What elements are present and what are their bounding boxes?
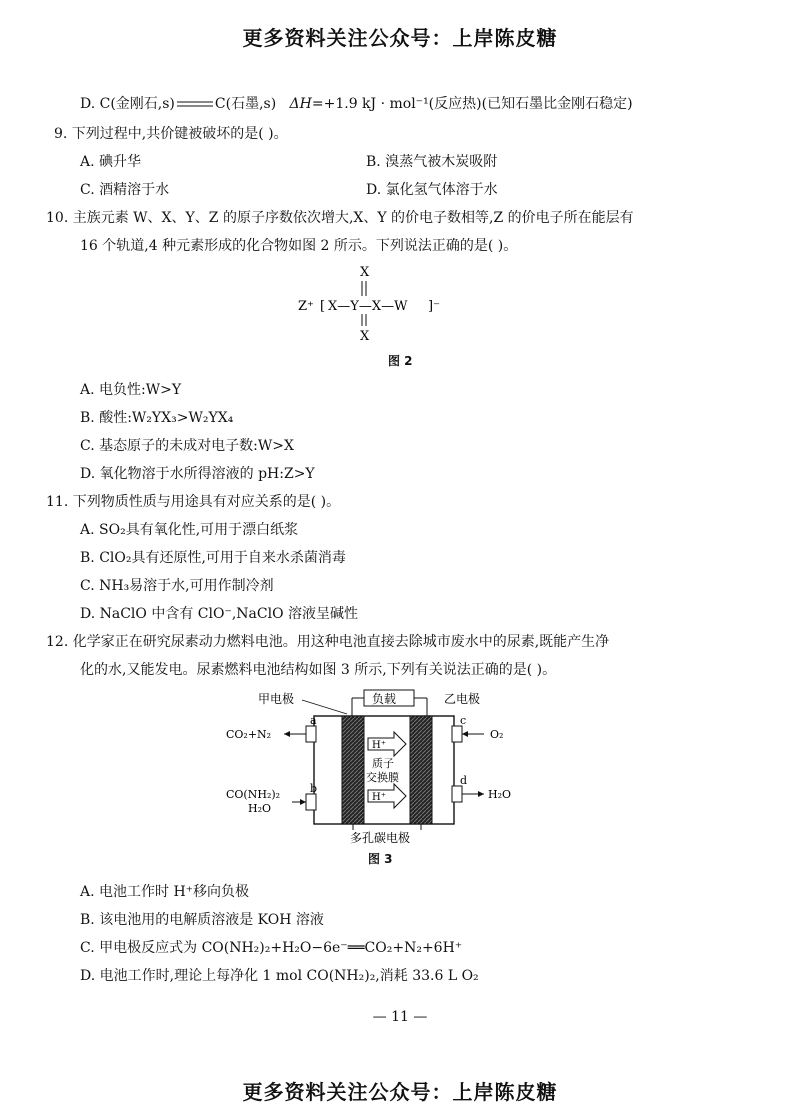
q8-option-d-pre: D. C(金刚石,s) bbox=[80, 96, 175, 112]
outflow-a: CO₂+N₂ bbox=[226, 728, 272, 741]
q8-option-d-post: =+1.9 kJ · mol⁻¹(反应热)(已知石墨比金刚石稳定) bbox=[311, 96, 633, 112]
q10-option-a: A. 电负性:W>Y bbox=[80, 382, 182, 398]
fig2-bracket-left: [ bbox=[320, 299, 326, 314]
q9-option-a: A. 碘升华 bbox=[80, 154, 142, 170]
equals-double-line bbox=[175, 99, 215, 109]
proton-label-1: H⁺ bbox=[372, 740, 386, 751]
inflow-c-oxygen: O₂ bbox=[490, 728, 504, 741]
figure-3-label: 图 3 bbox=[368, 852, 393, 866]
membrane-label-2: 交换膜 bbox=[366, 771, 399, 784]
membrane-label-1: 质子 bbox=[372, 757, 394, 770]
figure-2-label: 图 2 bbox=[388, 354, 413, 368]
q8-option-d-mid: C(石墨,s) bbox=[214, 96, 277, 112]
q9-stem: 9. 下列过程中,共价键被破坏的是( )。 bbox=[54, 126, 288, 142]
q11-stem: 11. 下列物质性质与用途具有对应关系的是( )。 bbox=[46, 494, 341, 510]
port-b: b bbox=[310, 782, 318, 795]
q12-stem-line1: 12. 化学家正在研究尿素动力燃料电池。用这种电池直接去除城市废水中的尿素,既能产生净 bbox=[46, 634, 610, 650]
q11-option-d: D. NaClO 中含有 ClO⁻,NaClO 溶液呈碱性 bbox=[80, 606, 359, 622]
q12-option-b: B. 该电池用的电解质溶液是 KOH 溶液 bbox=[80, 912, 324, 928]
inflow-b-water: H₂O bbox=[248, 802, 272, 815]
right-porous-electrode bbox=[410, 716, 432, 824]
cell-outline bbox=[314, 716, 454, 824]
q12-option-a: A. 电池工作时 H⁺移向负极 bbox=[80, 884, 250, 900]
fig2-chain: X—Y—X—W bbox=[328, 299, 408, 314]
figure-2-structure bbox=[280, 258, 460, 348]
left-electrode-label: 甲电极 bbox=[258, 692, 295, 706]
port-d: d bbox=[460, 774, 468, 787]
q11-option-a: A. SO₂具有氧化性,可用于漂白纸浆 bbox=[80, 522, 299, 538]
q9-option-c: C. 酒精溶于水 bbox=[80, 182, 170, 198]
q11-option-c: C. NH₃易溶于水,可用作制冷剂 bbox=[80, 578, 274, 594]
banner-top: 更多资料关注公众号：上岸陈皮糖 bbox=[242, 26, 558, 50]
fig2-bracket-right: ]⁻ bbox=[428, 299, 440, 314]
q10-option-c: C. 基态原子的未成对电子数:W>X bbox=[80, 438, 294, 454]
q10-stem-line2: 16 个轨道,4 种元素形成的化合物如图 2 所示。下列说法正确的是( )。 bbox=[80, 238, 518, 254]
porous-carbon-label: 多孔碳电极 bbox=[350, 831, 411, 845]
q9-option-d: D. 氯化氢气体溶于水 bbox=[366, 182, 498, 198]
inflow-b-urea: CO(NH₂)₂ bbox=[226, 788, 281, 801]
proton-label-2: H⁺ bbox=[372, 792, 386, 803]
q10-stem-line1: 10. 主族元素 W、X、Y、Z 的原子序数依次增大,X、Y 的价电子数相等,Z 的价电子所在能层有 bbox=[46, 210, 634, 226]
q8-option-d-dh: ΔH bbox=[289, 96, 312, 112]
q8-option-d bbox=[80, 94, 633, 114]
q9-option-b: B. 溴蒸气被木炭吸附 bbox=[366, 154, 498, 170]
left-porous-electrode bbox=[342, 716, 364, 824]
q12-option-d: D. 电池工作时,理论上每净化 1 mol CO(NH₂)₂,消耗 33.6 L O₂ bbox=[80, 968, 479, 984]
q12-stem-line2: 化的水,又能发电。尿素燃料电池结构如图 3 所示,下列有关说法正确的是( )。 bbox=[80, 662, 557, 678]
fig2-bottom-x: X bbox=[360, 329, 370, 344]
q12-option-c: C. 甲电极反应式为 CO(NH₂)₂+H₂O−6e⁻══CO₂+N₂+6H⁺ bbox=[80, 940, 463, 956]
port-c: c bbox=[460, 714, 467, 727]
banner-bottom: 更多资料关注公众号：上岸陈皮糖 bbox=[242, 1080, 558, 1104]
q11-option-b: B. ClO₂具有还原性,可用于自来水杀菌消毒 bbox=[80, 550, 346, 566]
figure-3-fuel-cell bbox=[222, 686, 542, 846]
fig2-cation: Z⁺ bbox=[298, 299, 314, 314]
q10-option-d: D. 氧化物溶于水所得溶液的 pH:Z>Y bbox=[80, 466, 315, 482]
fig2-top-x: X bbox=[360, 265, 370, 280]
page-number: — 11 — bbox=[372, 1009, 428, 1025]
load-label: 负载 bbox=[372, 692, 397, 706]
right-electrode-label: 乙电极 bbox=[444, 692, 481, 706]
port-a: a bbox=[310, 714, 317, 727]
outflow-d-water: H₂O bbox=[488, 788, 512, 801]
q10-option-b: B. 酸性:W₂YX₃>W₂YX₄ bbox=[80, 410, 234, 426]
